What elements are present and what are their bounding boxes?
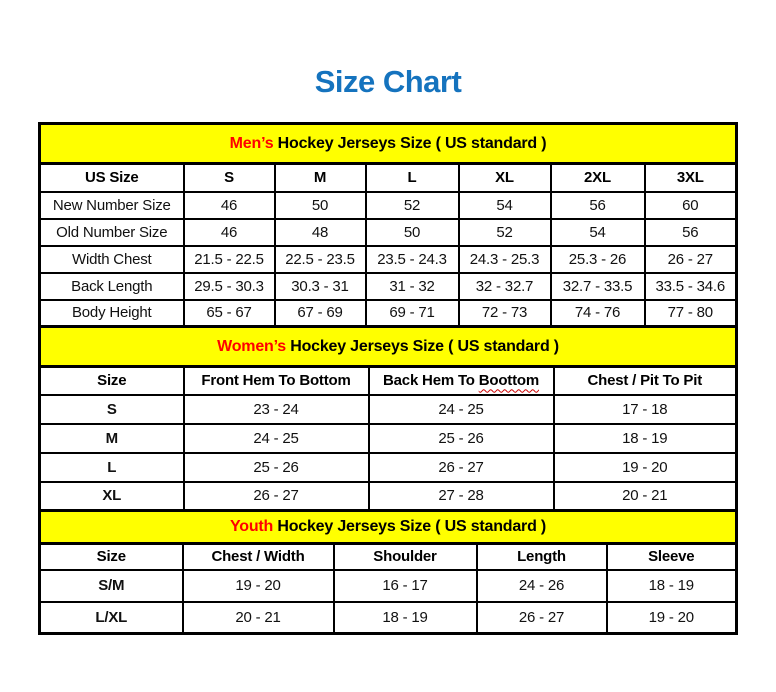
womens-row-label: XL (40, 482, 184, 511)
header-text: Back Hem To (383, 372, 479, 390)
youth-table-row (40, 602, 737, 634)
womens-column-header: Size (40, 367, 184, 395)
womens-row-label: M (40, 424, 184, 453)
womens-size-value: 27 - 28 (369, 482, 554, 511)
size-chart-tables (38, 122, 735, 635)
mens-row-label: Body Height (40, 300, 184, 327)
mens-table-row (40, 219, 737, 246)
mens-size-value: 48 (275, 219, 366, 246)
womens-row-label: L (40, 453, 184, 482)
misspelled-word: Boottom (478, 372, 539, 390)
mens-size-value: 26 - 27 (645, 246, 737, 273)
mens-size-value: 46 (184, 219, 275, 246)
mens-banner-text: Hockey Jerseys Size ( US standard ) (273, 134, 547, 152)
womens-banner-highlight: Women’s (217, 337, 286, 355)
mens-size-value: 54 (551, 219, 645, 246)
youth-banner-highlight: Youth (229, 518, 274, 535)
womens-table-row (40, 482, 737, 511)
mens-size-value: 77 - 80 (645, 300, 737, 327)
mens-banner-highlight: Men’s (229, 134, 274, 152)
mens-size-table (38, 122, 738, 328)
womens-column-header (369, 367, 554, 395)
youth-column-header: Size (40, 544, 183, 570)
mens-size-value: 52 (459, 219, 551, 246)
womens-size-value: 26 - 27 (369, 453, 554, 482)
youth-column-header: Length (477, 544, 607, 570)
mens-column-header: US Size (40, 164, 184, 192)
womens-table-row (40, 453, 737, 482)
mens-size-value: 32.7 - 33.5 (551, 273, 645, 300)
youth-size-value: 19 - 20 (607, 602, 737, 634)
mens-size-value: 54 (459, 192, 551, 219)
womens-size-value: 26 - 27 (184, 482, 369, 511)
youth-size-value: 16 - 17 (334, 570, 477, 602)
page-title: Size Chart (314, 64, 462, 99)
mens-size-value: 56 (551, 192, 645, 219)
mens-size-value: 60 (645, 192, 737, 219)
mens-size-value: 21.5 - 22.5 (184, 246, 275, 273)
youth-column-header: Chest / Width (183, 544, 334, 570)
mens-size-value: 50 (366, 219, 459, 246)
mens-size-value: 67 - 69 (275, 300, 366, 327)
youth-size-value: 19 - 20 (183, 570, 334, 602)
womens-size-value: 18 - 19 (554, 424, 737, 453)
youth-size-value: 18 - 19 (334, 602, 477, 634)
mens-row-label: Width Chest (40, 246, 184, 273)
womens-size-value: 19 - 20 (554, 453, 737, 482)
mens-row-label: Old Number Size (40, 219, 184, 246)
mens-size-value: 23.5 - 24.3 (366, 246, 459, 273)
mens-size-value: 32 - 32.7 (459, 273, 551, 300)
womens-size-table (38, 325, 738, 512)
mens-size-value: 22.5 - 23.5 (275, 246, 366, 273)
youth-size-value: 26 - 27 (477, 602, 607, 634)
womens-column-header: Chest / Pit To Pit (554, 367, 737, 395)
youth-column-header: Sleeve (607, 544, 737, 570)
mens-table-row (40, 246, 737, 273)
womens-table-row (40, 424, 737, 453)
womens-size-value: 17 - 18 (554, 395, 737, 424)
youth-size-value: 24 - 26 (477, 570, 607, 602)
mens-row-label: Back Length (40, 273, 184, 300)
youth-size-value: 18 - 19 (607, 570, 737, 602)
youth-column-header: Shoulder (334, 544, 477, 570)
mens-table-row (40, 273, 737, 300)
mens-column-header: L (366, 164, 459, 192)
mens-size-value: 30.3 - 31 (275, 273, 366, 300)
mens-column-header: XL (459, 164, 551, 192)
mens-size-value: 24.3 - 25.3 (459, 246, 551, 273)
mens-table-row (40, 300, 737, 327)
womens-column-header: Front Hem To Bottom (184, 367, 369, 395)
mens-size-value: 46 (184, 192, 275, 219)
mens-size-value: 33.5 - 34.6 (645, 273, 737, 300)
womens-size-value: 20 - 21 (554, 482, 737, 511)
mens-size-value: 69 - 71 (366, 300, 459, 327)
youth-size-value: 20 - 21 (183, 602, 334, 634)
mens-size-value: 65 - 67 (184, 300, 275, 327)
youth-row-label: L/XL (40, 602, 183, 634)
mens-size-value: 31 - 32 (366, 273, 459, 300)
mens-size-value: 50 (275, 192, 366, 219)
mens-size-value: 29.5 - 30.3 (184, 273, 275, 300)
mens-size-value: 74 - 76 (551, 300, 645, 327)
mens-section-banner (40, 124, 737, 164)
mens-column-header: 3XL (645, 164, 737, 192)
mens-size-value: 25.3 - 26 (551, 246, 645, 273)
mens-column-header: 2XL (551, 164, 645, 192)
mens-column-header: S (184, 164, 275, 192)
mens-size-value: 56 (645, 219, 737, 246)
womens-size-value: 25 - 26 (184, 453, 369, 482)
mens-size-value: 72 - 73 (459, 300, 551, 327)
womens-size-value: 24 - 25 (369, 395, 554, 424)
youth-table-row (40, 570, 737, 602)
womens-size-value: 23 - 24 (184, 395, 369, 424)
womens-row-label: S (40, 395, 184, 424)
mens-size-value: 52 (366, 192, 459, 219)
youth-size-table (38, 509, 738, 635)
womens-section-banner (40, 327, 737, 367)
mens-column-header: M (275, 164, 366, 192)
womens-table-row (40, 395, 737, 424)
womens-banner-text: Hockey Jerseys Size ( US standard ) (285, 337, 559, 355)
mens-table-row (40, 192, 737, 219)
mens-row-label: New Number Size (40, 192, 184, 219)
youth-row-label: S/M (40, 570, 183, 602)
womens-size-value: 24 - 25 (184, 424, 369, 453)
youth-banner-text: Hockey Jerseys Size ( US standard ) (273, 518, 547, 535)
youth-section-banner (40, 511, 737, 544)
womens-size-value: 25 - 26 (369, 424, 554, 453)
